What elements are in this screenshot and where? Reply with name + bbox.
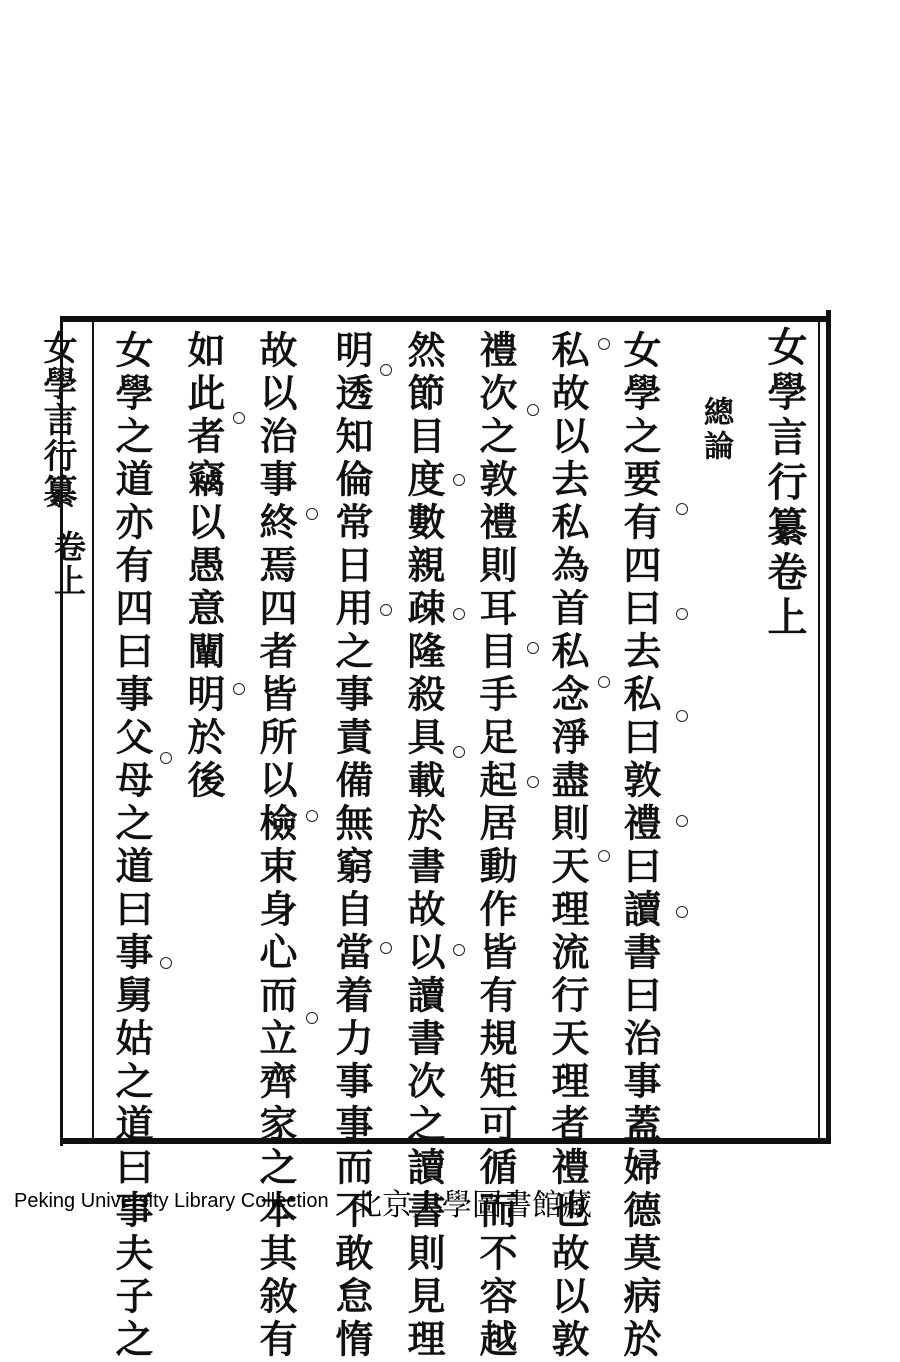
punctuation-mark xyxy=(233,412,245,424)
collection-label-english: Peking University Library Collection xyxy=(14,1190,329,1212)
punctuation-mark xyxy=(527,642,539,654)
punctuation-mark xyxy=(306,1012,318,1024)
punctuation-mark xyxy=(598,338,610,350)
punctuation-mark xyxy=(527,404,539,416)
fold-margin-line xyxy=(92,322,94,1138)
punctuation-mark xyxy=(453,944,465,956)
text-column-8: 女學之道亦有四曰事父母之道曰事舅姑之道曰事夫子之 xyxy=(109,330,154,1362)
punctuation-mark xyxy=(598,676,610,688)
punctuation-mark xyxy=(676,906,688,918)
fold-margin-volume: 卷上 xyxy=(49,530,87,598)
punctuation-mark xyxy=(676,608,688,620)
punctuation-mark xyxy=(306,810,318,822)
text-column-6: 故以治事終焉四者皆所以檢束身心而立齊家之本其敘有 xyxy=(253,330,298,1362)
punctuation-mark xyxy=(598,850,610,862)
punctuation-mark xyxy=(453,474,465,486)
punctuation-mark xyxy=(380,364,392,376)
punctuation-mark xyxy=(453,608,465,620)
punctuation-mark xyxy=(380,604,392,616)
fold-margin-title: 女學言行纂 xyxy=(37,330,77,510)
text-column-1: 女學之要有四曰去私曰敦禮曰讀書曰治事蓋婦德莫病於 xyxy=(617,330,662,1362)
punctuation-mark xyxy=(453,746,465,758)
punctuation-mark xyxy=(676,503,688,515)
punctuation-mark xyxy=(233,683,245,695)
collection-label-chinese: 北京大學圖書館藏 xyxy=(352,1188,592,1223)
punctuation-mark xyxy=(160,752,172,764)
text-column-4: 然節目度數親疎隆殺具載於書故以讀書次之讀書則見理 xyxy=(401,330,446,1362)
punctuation-mark xyxy=(676,710,688,722)
frame-right-border-inner xyxy=(818,320,820,1140)
punctuation-mark xyxy=(676,815,688,827)
punctuation-mark xyxy=(527,776,539,788)
text-column-2: 私故以去私為首私念淨盡則天理流行天理者禮也故以敦 xyxy=(545,330,590,1362)
text-column-7: 如此者竊以愚意闡明於後 xyxy=(181,330,226,803)
section-heading: 總論 xyxy=(698,396,733,464)
frame-top-border xyxy=(60,316,830,322)
punctuation-mark xyxy=(306,508,318,520)
punctuation-mark xyxy=(160,957,172,969)
punctuation-mark xyxy=(380,942,392,954)
frame-right-border-outer xyxy=(826,310,831,1144)
book-title: 女學言行纂卷上 xyxy=(761,326,808,641)
text-column-5: 明透知倫常日用之事責備無窮自當着力事事而不敢怠惰 xyxy=(329,330,374,1362)
text-column-3: 禮次之敦禮則耳目手足起居動作皆有規矩可循而不容越 xyxy=(473,330,518,1362)
